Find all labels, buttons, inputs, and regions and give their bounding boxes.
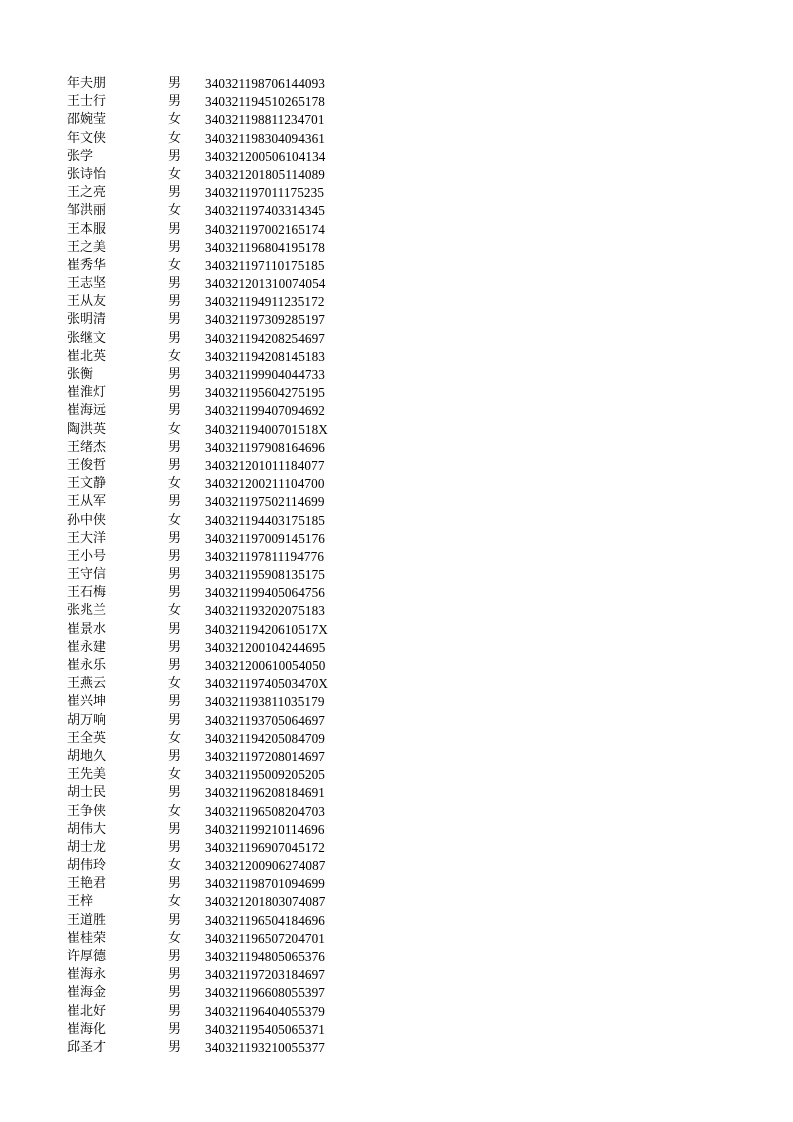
id-number-cell: 340321194805065376: [205, 949, 325, 964]
id-number-cell: 340321196208184691: [205, 785, 325, 801]
name-cell: 王从军: [67, 494, 107, 510]
id-number-cell: 340321198701094699: [205, 876, 325, 892]
id-number-cell: 340321196508204703: [205, 803, 325, 819]
id-number-cell: 340321195405065371: [205, 1021, 325, 1037]
id-number-cell: 340321201803074087: [205, 894, 326, 910]
table-row: [0, 602, 793, 620]
id-number-cell: 340321198304094361: [205, 130, 325, 146]
gender-cell: 女: [168, 894, 182, 910]
id-number-cell: 340321201310074054: [205, 276, 326, 292]
id-number-cell: 340321196404055379: [205, 1003, 325, 1019]
table-row: [0, 75, 793, 93]
id-number-cell: 340321195604275195: [205, 385, 325, 401]
table-row: [0, 748, 793, 766]
table-row: [0, 621, 793, 639]
name-cell: 邱圣才: [67, 1039, 107, 1055]
gender-cell: 女: [168, 803, 182, 819]
table-row: [0, 293, 793, 311]
id-number-cell: 340321196907045172: [205, 839, 325, 855]
table-row: [0, 330, 793, 348]
name-cell: 崔淮灯: [67, 385, 107, 401]
table-row: [0, 948, 793, 966]
name-cell: 张兆兰: [67, 603, 107, 619]
table-row: [0, 148, 793, 166]
name-cell: 胡地久: [67, 748, 107, 764]
gender-cell: 女: [168, 166, 182, 182]
name-cell: 王从友: [67, 294, 107, 310]
name-cell: 王全英: [67, 730, 107, 746]
id-number-cell: 340321197811194776: [205, 548, 325, 564]
gender-cell: 男: [168, 221, 182, 237]
gender-cell: 女: [168, 930, 182, 946]
table-row: [0, 457, 793, 475]
gender-cell: 男: [168, 967, 182, 983]
id-number-cell: 340321199904044733: [205, 367, 325, 382]
gender-cell: 男: [168, 330, 182, 346]
table-row: [0, 984, 793, 1002]
id-number-cell: 340321199210114696: [205, 821, 325, 837]
name-cell: 年夫朋: [67, 76, 107, 91]
name-cell: 张继文: [67, 330, 107, 346]
name-cell: 崔兴坤: [67, 694, 107, 710]
id-number-cell: 340321193202075183: [205, 603, 325, 619]
name-cell: 崔海金: [67, 985, 107, 1001]
table-row: [0, 1021, 793, 1039]
name-cell: 崔海远: [67, 403, 107, 419]
name-cell: 崔永建: [67, 639, 107, 655]
gender-cell: 男: [168, 312, 182, 328]
table-row: [0, 530, 793, 548]
id-number-cell: 340321197002165174: [205, 221, 325, 237]
gender-cell: 女: [168, 257, 182, 273]
gender-cell: 男: [168, 494, 182, 510]
gender-cell: 男: [168, 1003, 182, 1019]
gender-cell: 男: [168, 658, 182, 673]
table-row: [0, 693, 793, 711]
gender-cell: 男: [168, 148, 182, 164]
name-cell: 王燕云: [67, 676, 107, 692]
name-cell: 崔永乐: [67, 658, 107, 673]
id-number-cell: 340321194208145183: [205, 348, 325, 364]
name-cell: 王志坚: [67, 276, 107, 292]
id-number-cell: 340321197502114699: [205, 494, 325, 510]
name-cell: 张明清: [67, 312, 107, 328]
table-row: [0, 930, 793, 948]
id-number-cell: 34032119420610517X: [205, 621, 328, 637]
gender-cell: 男: [168, 985, 182, 1001]
gender-cell: 男: [168, 785, 182, 801]
name-cell: 陶洪英: [67, 421, 107, 437]
id-number-cell: 340321200104244695: [205, 639, 326, 655]
table-row: [0, 111, 793, 129]
gender-cell: 男: [168, 567, 182, 583]
id-number-cell: 340321194510265178: [205, 94, 325, 110]
gender-cell: 男: [168, 694, 182, 710]
table-row: [0, 384, 793, 402]
gender-cell: 男: [168, 912, 182, 928]
gender-cell: 男: [168, 639, 182, 655]
roster-sheet: [0, 75, 793, 1057]
name-cell: 王梓: [67, 894, 94, 910]
gender-cell: 男: [168, 548, 182, 564]
gender-cell: 男: [168, 1039, 182, 1055]
id-number-cell: 340321194911235172: [205, 294, 325, 310]
name-cell: 崔海永: [67, 967, 107, 983]
id-number-cell: 340321197208014697: [205, 748, 325, 764]
gender-cell: 女: [168, 767, 182, 783]
gender-cell: 男: [168, 403, 182, 419]
name-cell: 胡伟大: [67, 821, 107, 837]
gender-cell: 女: [168, 421, 182, 437]
id-number-cell: 340321200610054050: [205, 658, 326, 673]
name-cell: 王石梅: [67, 585, 107, 601]
table-row: [0, 221, 793, 239]
gender-cell: 男: [168, 94, 182, 110]
name-cell: 王守信: [67, 567, 107, 583]
name-cell: 王绪杰: [67, 439, 107, 455]
name-cell: 王道胜: [67, 912, 107, 928]
table-row: [0, 966, 793, 984]
table-row: [0, 493, 793, 511]
table-row: [0, 93, 793, 111]
table-row: [0, 657, 793, 675]
gender-cell: 男: [168, 276, 182, 292]
name-cell: 王争侠: [67, 803, 107, 819]
gender-cell: 男: [168, 1021, 182, 1037]
name-cell: 王俊哲: [67, 457, 107, 473]
id-number-cell: 340321197009145176: [205, 530, 325, 546]
table-row: [0, 566, 793, 584]
table-row: [0, 1039, 793, 1057]
name-cell: 邹洪丽: [67, 203, 107, 219]
id-number-cell: 340321194403175185: [205, 512, 325, 528]
table-row: [0, 202, 793, 220]
table-row: [0, 166, 793, 184]
name-cell: 许厚德: [67, 949, 107, 964]
gender-cell: 男: [168, 621, 182, 637]
gender-cell: 女: [168, 676, 182, 692]
name-cell: 王艳君: [67, 876, 107, 892]
id-number-cell: 340321197908164696: [205, 439, 325, 455]
id-number-cell: 34032119400701518X: [205, 421, 328, 437]
table-row: [0, 184, 793, 202]
table-row: [0, 675, 793, 693]
table-row: [0, 912, 793, 930]
name-cell: 邵婉莹: [67, 112, 107, 128]
id-number-cell: 340321195908135175: [205, 567, 325, 583]
id-number-cell: 340321196804195178: [205, 239, 325, 255]
id-number-cell: 340321197203184697: [205, 967, 325, 983]
id-number-cell: 340321200906274087: [205, 858, 326, 874]
gender-cell: 男: [168, 439, 182, 455]
name-cell: 崔景水: [67, 621, 107, 637]
id-number-cell: 340321198706144093: [205, 76, 325, 91]
gender-cell: 男: [168, 949, 182, 964]
name-cell: 王本服: [67, 221, 107, 237]
name-cell: 胡士民: [67, 785, 107, 801]
gender-cell: 男: [168, 585, 182, 601]
gender-cell: 男: [168, 876, 182, 892]
table-row: [0, 275, 793, 293]
gender-cell: 男: [168, 239, 182, 255]
gender-cell: 女: [168, 730, 182, 746]
gender-cell: 女: [168, 130, 182, 146]
gender-cell: 女: [168, 512, 182, 528]
gender-cell: 男: [168, 712, 182, 728]
id-number-cell: 340321194208254697: [205, 330, 325, 346]
table-row: [0, 821, 793, 839]
table-row: [0, 348, 793, 366]
name-cell: 王文静: [67, 476, 107, 492]
name-cell: 张学: [67, 148, 94, 164]
id-number-cell: 340321197110175185: [205, 257, 325, 273]
name-cell: 崔桂荣: [67, 930, 107, 946]
name-cell: 胡万响: [67, 712, 107, 728]
gender-cell: 女: [168, 348, 182, 364]
id-number-cell: 340321196608055397: [205, 985, 325, 1001]
gender-cell: 女: [168, 476, 182, 492]
table-row: [0, 584, 793, 602]
gender-cell: 男: [168, 839, 182, 855]
name-cell: 孙中侠: [67, 512, 107, 528]
table-row: [0, 857, 793, 875]
table-row: [0, 548, 793, 566]
table-row: [0, 439, 793, 457]
id-number-cell: 34032119740503470X: [205, 676, 328, 692]
id-number-cell: 340321201011184077: [205, 457, 325, 473]
name-cell: 崔海化: [67, 1021, 107, 1037]
id-number-cell: 340321200506104134: [205, 148, 326, 164]
table-row: [0, 366, 793, 384]
table-row: [0, 784, 793, 802]
table-row: [0, 421, 793, 439]
table-row: [0, 639, 793, 657]
id-number-cell: 340321200211104700: [205, 476, 325, 492]
table-row: [0, 475, 793, 493]
table-row: [0, 239, 793, 257]
table-row: [0, 766, 793, 784]
name-cell: 王大洋: [67, 530, 107, 546]
name-cell: 胡士龙: [67, 839, 107, 855]
table-row: [0, 712, 793, 730]
id-number-cell: 340321193210055377: [205, 1039, 325, 1055]
table-row: [0, 893, 793, 911]
name-cell: 崔北好: [67, 1003, 107, 1019]
gender-cell: 男: [168, 821, 182, 837]
gender-cell: 女: [168, 858, 182, 874]
gender-cell: 男: [168, 367, 182, 382]
table-row: [0, 1003, 793, 1021]
id-number-cell: 340321197011175235: [205, 185, 325, 201]
id-number-cell: 340321201805114089: [205, 166, 325, 182]
name-cell: 王小号: [67, 548, 107, 564]
gender-cell: 女: [168, 112, 182, 128]
id-number-cell: 340321193811035179: [205, 694, 325, 710]
table-row: [0, 402, 793, 420]
gender-cell: 女: [168, 203, 182, 219]
name-cell: 崔北英: [67, 348, 107, 364]
table-row: [0, 311, 793, 329]
id-number-cell: 340321194205084709: [205, 730, 325, 746]
table-row: [0, 803, 793, 821]
id-number-cell: 340321196507204701: [205, 930, 325, 946]
gender-cell: 女: [168, 603, 182, 619]
id-number-cell: 340321196504184696: [205, 912, 325, 928]
id-number-cell: 340321199405064756: [205, 585, 325, 601]
table-row: [0, 130, 793, 148]
name-cell: 胡伟玲: [67, 858, 107, 874]
name-cell: 王先美: [67, 767, 107, 783]
id-number-cell: 340321195009205205: [205, 767, 325, 783]
name-cell: 王之美: [67, 239, 107, 255]
gender-cell: 男: [168, 385, 182, 401]
table-row: [0, 257, 793, 275]
name-cell: 王士行: [67, 94, 107, 110]
name-cell: 崔秀华: [67, 257, 107, 273]
table-row: [0, 839, 793, 857]
gender-cell: 男: [168, 457, 182, 473]
id-number-cell: 340321199407094692: [205, 403, 325, 419]
table-row: [0, 875, 793, 893]
gender-cell: 男: [168, 748, 182, 764]
gender-cell: 男: [168, 530, 182, 546]
gender-cell: 男: [168, 294, 182, 310]
name-cell: 张衡: [67, 367, 94, 382]
table-row: [0, 730, 793, 748]
id-number-cell: 340321193705064697: [205, 712, 325, 728]
table-row: [0, 512, 793, 530]
name-cell: 张诗怡: [67, 166, 107, 182]
name-cell: 年文侠: [67, 130, 107, 146]
name-cell: 王之亮: [67, 185, 107, 201]
gender-cell: 男: [168, 76, 182, 91]
id-number-cell: 340321197309285197: [205, 312, 325, 328]
gender-cell: 男: [168, 185, 182, 201]
id-number-cell: 340321198811234701: [205, 112, 325, 128]
id-number-cell: 340321197403314345: [205, 203, 325, 219]
